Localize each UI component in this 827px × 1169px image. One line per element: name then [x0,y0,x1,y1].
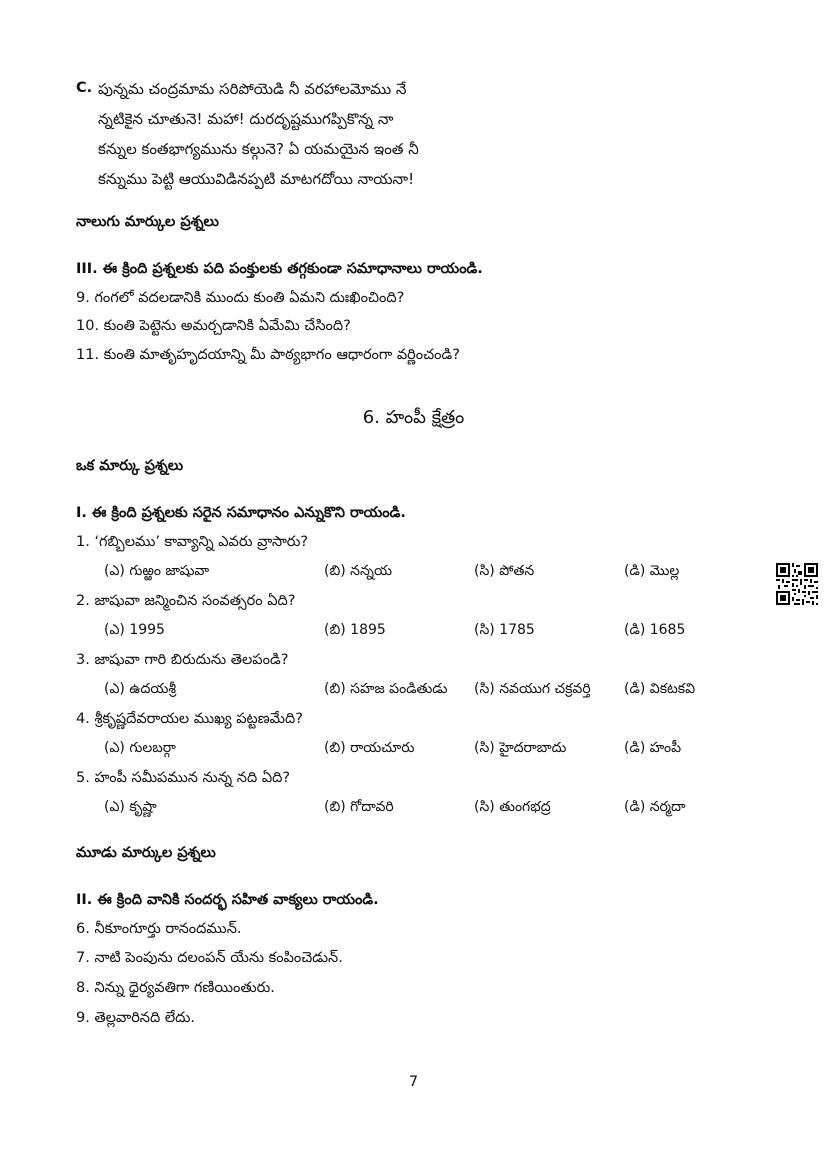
mcq-option: (డి) వికటకవి [624,681,696,697]
mcq-option: (డి) నర్మదా [624,799,686,815]
mcq-option: (ఎ) 1995 [104,622,165,638]
section-heading-one-mark: ఒక మార్కు ప్రశ్నలు [76,458,184,474]
mcq-option: (బి) నన్నయ [324,563,392,579]
mcq-option: (డి) హంపీ [624,740,682,756]
mcq-option: (సి) తుంగభద్ర [474,799,551,815]
poem-line: కన్నుము పెట్టి ఆయువిడినప్పటి మాటగదోయి నాయనా! [98,170,415,188]
mcq-option: (సి) పోతన [474,563,535,579]
page-number: 7 [408,1074,419,1090]
poem-line: న్నటికైన చూతునె! మహా! దురదృష్టముగప్పికొన్న నా [98,110,394,128]
mcq-option: (ఎ) గులబర్గా [104,740,176,756]
mcq-question: 4. శ్రీకృష్ణదేవరాయల ముఖ్య పట్టణమేది? [76,711,303,727]
question-item: 8. నిన్ను ధైర్యవతిగా గణియింతురు. [76,980,275,996]
mcq-question: 3. జాషువా గారి బిరుదును తెలపండి? [76,652,289,668]
section-heading-four-marks: నాలుగు మార్కుల ప్రశ్నలు [76,214,219,230]
lesson-title: 6. హంపీ క్షేత్రం [362,407,465,428]
qr-code-icon [776,563,818,605]
mcq-option: (సి) 1785 [474,622,535,638]
question-item: 11. కుంతి మాతృహృదయాన్ని మీ పాఠ్యభాగం ఆధారంగా వర్ణించండి? [76,347,460,363]
question-item: 7. నాటి పెంపును దలంపన్ యేను కంపించెడున్. [76,950,343,966]
section-heading-three-marks: మూడు మార్కుల ప్రశ్నలు [76,845,216,861]
mcq-option: (డి) మొల్ల [624,563,680,579]
mcq-option: (బి) రాయచూరు [324,740,415,756]
mcq-option: (సి) హైదరాబాదు [474,740,567,756]
mcq-question: 5. హంపీ సమీపమున నున్న నది ఏది? [76,770,291,786]
mcq-option: (బి) గోదావరి [324,799,394,815]
mcq-option: (డి) 1685 [624,622,686,638]
mcq-option: (ఎ) ఉదయశ్రీ [104,681,177,697]
question-item: 9. తెల్లవారినది లేదు. [76,1010,195,1026]
instruction-ii: II. ఈ క్రింది వానికి సందర్భ సహిత వాక్యలు రాయండి. [76,892,379,908]
question-item: 10. కుంతి పెట్టెను అమర్చడానికి ఏమేమి చేసింది? [76,318,351,334]
instruction-iii: III. ఈ క్రింది ప్రశ్నలకు పది పంక్తులకు తగ్గకుండా సమాధానాలు రాయండి. [76,261,483,277]
mcq-question: 2. జాషువా జన్మించిన సంవత్సరం ఏది? [76,593,296,609]
mcq-question: 1. ‘గబ్బిలము’ కావ్యాన్ని ఎవరు వ్రాసారు? [76,534,309,550]
poem-line: కన్నుల కంతభాగ్యమును కల్గునె? ఏ యమయైన ఇంత నీ [98,140,419,158]
mcq-option: (సి) నవయుగ చక్రవర్తి [474,681,591,697]
mcq-option: (బి) సహజ పండితుడు [324,681,448,697]
instruction-i: I. ఈ క్రింది ప్రశ్నలకు సరైన సమాధానం ఎన్నుకొని రాయండి. [76,505,406,521]
poem-line: పున్నమ చంద్రమామ సరిపోయెడి నీ వరహాలమోము నే [98,80,407,98]
mcq-option: (ఎ) గుఱ్ఱం జాషువా [104,563,210,579]
mcq-option: (బి) 1895 [324,622,386,638]
mcq-option: (ఎ) కృష్ణా [104,799,157,815]
poem-label: C. [76,80,93,96]
question-item: 9. గంగలో వదలడానికి ముందు కుంతి ఏమని దుఃఖించింది? [76,290,405,306]
question-item: 6. నీకూంగూర్తు రానందమున్. [76,921,242,937]
